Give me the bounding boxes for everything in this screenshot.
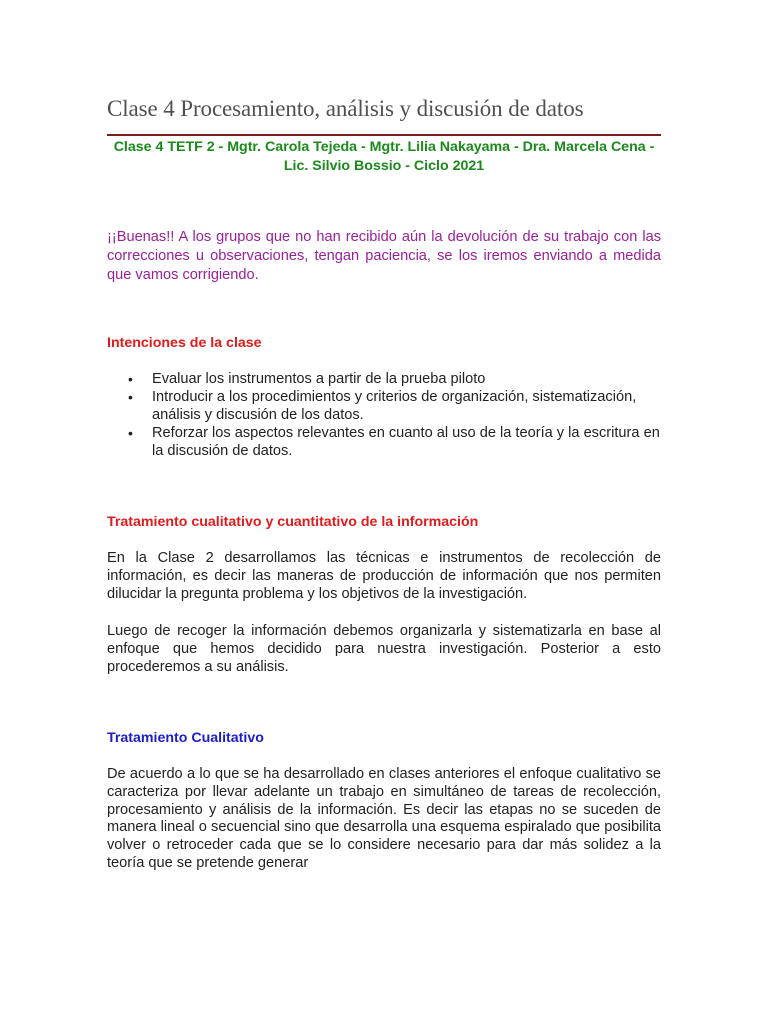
list-item — [107, 370, 661, 388]
intenciones-list — [107, 370, 661, 460]
heading-intenciones: Intenciones de la clase — [107, 335, 262, 351]
bullet-icon: • — [128, 371, 133, 387]
bullet-icon: • — [128, 389, 133, 405]
list-item — [107, 388, 661, 424]
document-title: Clase 4 Procesamiento, análisis y discusión de datos — [107, 96, 584, 121]
document-subtitle: Clase 4 TETF 2 - Mgtr. Carola Tejeda - Mgtr. Lilia Nakayama - Dra. Marcela Cena - Lic. Silvio Bossio - Ciclo 2021 — [113, 139, 655, 174]
cualitativo-paragraph: De acuerdo a lo que se ha desarrollado en clases anteriores el enfoque cualitativo se caracteriza por llevar adelante un trabajo en simultáneo de tareas de recolección, procesamiento y análisis de la información. Es decir las etapas no se suceden de manera lineal o secuencial sino que desarrolla una esquema espiralado que posibilita volver o retroceder cada que se lo considere necesario para dar más solidez a la teoría que se pretende generar — [107, 766, 661, 871]
heading-cualitativo: Tratamiento Cualitativo — [107, 730, 264, 746]
list-item-text: Introducir a los procedimientos y criterios de organización, sistematización, análisis y discusión de los datos. — [152, 389, 637, 423]
title-divider — [107, 134, 661, 136]
list-item — [107, 424, 661, 460]
list-item-text: Reforzar los aspectos relevantes en cuanto al uso de la teoría y la escritura en la discusión de datos. — [152, 425, 660, 459]
heading-tratamiento: Tratamiento cualitativo y cuantitativo de la información — [107, 514, 479, 530]
tratamiento-paragraph-2: Luego de recoger la información debemos organizarla y sistematizarla en base al enfoque que hemos decidido para nuestra investigación. Posterior a esto procederemos a su análisis. — [107, 623, 661, 675]
greeting-paragraph: ¡¡Buenas!! A los grupos que no han recibido aún la devolución de su trabajo con las correcciones u observaciones, tengan paciencia, se los iremos enviando a medida que vamos corrigiendo. — [107, 229, 661, 283]
list-item-text: Evaluar los instrumentos a partir de la prueba piloto — [152, 371, 486, 387]
bullet-icon: • — [128, 425, 133, 441]
tratamiento-paragraph-1: En la Clase 2 desarrollamos las técnicas e instrumentos de recolección de información, es decir las maneras de producción de información que nos permiten dilucidar la pregunta problema y los objetivos de la investigación. — [107, 550, 661, 602]
